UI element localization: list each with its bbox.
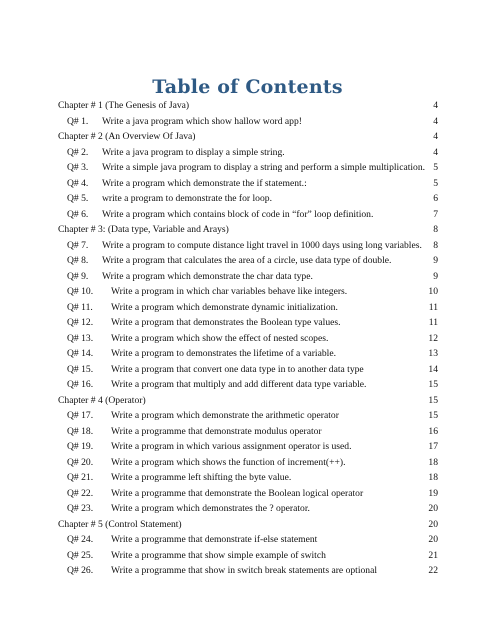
page-number: 20: [428, 518, 438, 530]
question-title: Write a program which demonstrate the char data type.: [102, 270, 313, 282]
question-number: Q# 9.: [67, 270, 89, 282]
table-of-contents: [58, 98, 438, 579]
page-number: 22: [428, 565, 438, 576]
page-number: 20: [428, 534, 438, 545]
question-title: Write a programme that demonstrate modulus operator: [111, 425, 322, 437]
toc-chapter-entry[interactable]: [58, 222, 438, 238]
toc-question-entry[interactable]: [58, 145, 438, 161]
toc-question-entry[interactable]: [58, 362, 438, 378]
toc-question-entry[interactable]: [58, 470, 438, 486]
question-title: Write a programme that show in switch break statements are optional: [111, 565, 378, 576]
question-title: Write a program that convert one data type in to another data type: [111, 363, 364, 375]
toc-question-entry[interactable]: [58, 300, 438, 316]
chapter-title: Chapter # 5 (Control Statement): [58, 518, 182, 530]
toc-question-entry[interactable]: [58, 486, 438, 502]
question-number: Q# 24.: [67, 534, 94, 545]
page-title: Table of Contents: [152, 76, 343, 98]
toc-chapter-entry[interactable]: [58, 129, 438, 145]
page-number: 16: [428, 425, 438, 437]
page-number: 4: [433, 100, 438, 111]
toc-question-entry[interactable]: [58, 377, 438, 393]
page-number: 15: [428, 410, 438, 421]
question-number: Q# 19.: [67, 441, 94, 452]
toc-question-entry[interactable]: [58, 563, 438, 579]
question-number: Q# 7.: [67, 239, 89, 251]
question-title: Write a program to demonstrates the lifetime of a variable.: [111, 348, 336, 359]
page-number: 5: [433, 162, 438, 173]
toc-question-entry[interactable]: [58, 191, 438, 207]
question-title: Write a program which demonstrate the if statement.:: [102, 177, 307, 189]
page-number: 5: [433, 177, 438, 189]
page-number: 11: [428, 317, 438, 328]
chapter-title: Chapter # 2 (An Overview Of Java): [58, 131, 196, 142]
page-number: 12: [428, 332, 438, 344]
page-number: 7: [433, 208, 438, 220]
question-title: Write a program which contains block of code in “for” loop definition.: [102, 208, 374, 220]
toc-question-entry[interactable]: [58, 548, 438, 564]
question-number: Q# 1.: [67, 115, 89, 127]
toc-question-entry[interactable]: [58, 455, 438, 471]
toc-question-entry[interactable]: [58, 532, 438, 548]
page-number: 6: [433, 193, 438, 204]
question-title: Write a java program to display a simple string.: [102, 146, 285, 158]
toc-question-entry[interactable]: [58, 439, 438, 455]
toc-question-entry[interactable]: [58, 315, 438, 331]
question-number: Q# 15.: [67, 363, 94, 375]
page-number: 9: [433, 255, 438, 266]
question-number: Q# 18.: [67, 425, 94, 437]
page-number: 8: [433, 239, 438, 251]
question-title: Write a java program which show hallow word app!: [102, 115, 302, 127]
page-number: 10: [428, 286, 438, 297]
question-number: Q# 17.: [67, 410, 94, 421]
page-number: 14: [428, 363, 438, 375]
toc-question-entry[interactable]: [58, 160, 438, 176]
question-number: Q# 14.: [67, 348, 94, 359]
page-number: 19: [428, 487, 438, 499]
question-title: Write a program that demonstrates the Boolean type values.: [111, 317, 341, 328]
chapter-title: Chapter # 3: (Data type, Variable and Arays): [58, 224, 229, 235]
question-title: write a program to demonstrate the for loop.: [102, 193, 272, 204]
toc-question-entry[interactable]: [58, 253, 438, 269]
toc-question-entry[interactable]: [58, 176, 438, 192]
toc-chapter-entry[interactable]: [58, 393, 438, 409]
page-number: 15: [428, 394, 438, 406]
question-number: Q# 23.: [67, 503, 94, 514]
toc-question-entry[interactable]: [58, 501, 438, 517]
question-title: Write a program which demonstrate the arithmetic operator: [111, 410, 339, 421]
question-number: Q# 12.: [67, 317, 94, 328]
question-number: Q# 4.: [67, 177, 89, 189]
question-number: Q# 2.: [67, 146, 89, 158]
question-title: Write a programme left shifting the byte value.: [111, 472, 292, 483]
question-number: Q# 8.: [67, 255, 89, 266]
question-title: Write a program in which char variables behave like integers.: [111, 286, 348, 297]
question-number: Q# 26.: [67, 565, 94, 576]
question-number: Q# 11.: [67, 301, 93, 313]
page-number: 20: [428, 503, 438, 514]
page-number: 8: [433, 224, 438, 235]
question-number: Q# 10.: [67, 286, 94, 297]
toc-question-entry[interactable]: [58, 207, 438, 223]
page-number: 4: [433, 115, 438, 127]
toc-question-entry[interactable]: [58, 238, 438, 254]
question-title: Write a program which demonstrate dynamic initialization.: [111, 301, 338, 313]
question-number: Q# 6.: [67, 208, 89, 220]
question-title: Write a program in which various assignment operator is used.: [111, 441, 352, 452]
toc-question-entry[interactable]: [58, 408, 438, 424]
question-number: Q# 20.: [67, 456, 94, 468]
page-number: 4: [433, 131, 438, 142]
question-title: Write a program that calculates the area of a circle, use data type of double.: [102, 255, 392, 266]
page-number: 17: [428, 441, 438, 452]
page-number: 13: [428, 348, 438, 359]
chapter-title: Chapter # 4 (Operator): [58, 394, 146, 406]
question-title: Write a programme that demonstrate if-else statement: [111, 534, 318, 545]
question-title: Write a simple java program to display a string and perform a simple multiplication.: [102, 162, 426, 173]
question-title: Write a programme that show simple example of switch: [111, 549, 326, 561]
page-number: 21: [428, 549, 438, 561]
toc-question-entry[interactable]: [58, 331, 438, 347]
question-number: Q# 22.: [67, 487, 94, 499]
page-number: 4: [433, 146, 438, 158]
toc-question-entry[interactable]: [58, 269, 438, 285]
chapter-title: Chapter # 1 (The Genesis of Java): [58, 100, 190, 111]
question-number: Q# 3.: [67, 162, 89, 173]
question-title: Write a program that multiply and add different data type variable.: [111, 379, 367, 390]
question-title: Write a program which show the effect of nested scopes.: [111, 332, 329, 344]
question-title: Write a program which demonstrates the ? operator.: [111, 503, 310, 514]
page-number: 18: [428, 456, 438, 468]
question-number: Q# 21.: [67, 472, 94, 483]
toc-question-entry[interactable]: [58, 284, 438, 300]
question-number: Q# 5.: [67, 193, 89, 204]
question-number: Q# 16.: [67, 379, 94, 390]
toc-question-entry[interactable]: [58, 424, 438, 440]
toc-question-entry[interactable]: [58, 114, 438, 130]
question-number: Q# 13.: [67, 332, 94, 344]
page-number: 9: [433, 270, 438, 282]
toc-chapter-entry[interactable]: [58, 517, 438, 533]
question-number: Q# 25.: [67, 549, 94, 561]
toc-chapter-entry[interactable]: [58, 98, 438, 114]
page-number: 11: [428, 301, 438, 313]
question-title: Write a program which shows the function of increment(++).: [111, 456, 346, 468]
question-title: Write a program to compute distance light travel in 1000 days using long variables.: [102, 239, 422, 251]
page-number: 18: [428, 472, 438, 483]
page-number: 15: [428, 379, 438, 390]
question-title: Write a programme that demonstrate the Boolean logical operator: [111, 487, 364, 499]
toc-question-entry[interactable]: [58, 346, 438, 362]
